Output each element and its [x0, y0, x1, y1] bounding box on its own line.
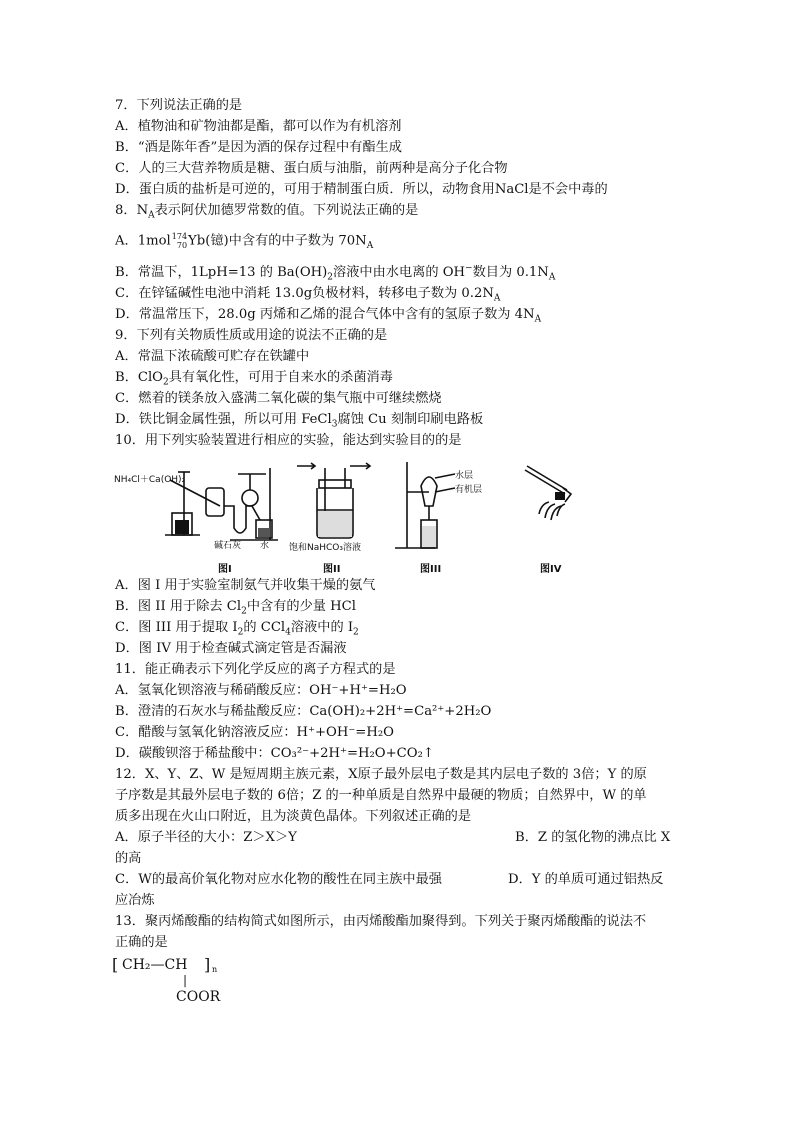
q7-stem: 7．下列说法正确的是 [115, 98, 243, 113]
fig2-caption: 图II [323, 564, 341, 575]
q13-stem-line-1: 13．聚丙烯酸酯的结构简式如图所示，由丙烯酸酯加聚得到。下列关于聚丙烯酸酯的说法不 [115, 914, 647, 929]
q12-stem-line-2: 子序数是其最外层电子数的 6倍；Z 的一种单质是自然界中最硬的物质；自然界中，W 的单 [115, 788, 647, 803]
q11-option-d: D．碳酸钡溶于稀盐酸中：CO₃²⁻+2H⁺=H₂O+CO₂↑ [115, 746, 434, 761]
fig3-organic-layer-label: 有机层 [455, 485, 483, 495]
q8-option-a: A．1mol 174 70 Yb(镱)中含有的中子数为 $70N_A$ [115, 232, 374, 252]
fig3-water-layer-label: 水层 [455, 471, 474, 481]
q12-option-d: D．Y 的单质可通过铝热反 [508, 872, 664, 887]
q10-option-b: B．图 II 用于除去 $Cl_2$中含有的少量 HCl [115, 599, 356, 617]
q12-option-c: C．W的最高价氧化物对应水化物的酸性在同主族中最强 [115, 872, 442, 887]
separatory-funnel-drawing [395, 458, 505, 556]
q9-option-a: A．常温下浓硫酸可贮存在铁罐中 [115, 349, 310, 364]
figure-3 [395, 458, 505, 578]
q10-option-a: A．图 I 用于实验室制氨气并收集干燥的氨气 [115, 578, 376, 593]
fig1-soda-lime-label: 碱石灰 [214, 541, 242, 551]
q8-stem: 8．$N_A$表示阿伏加德罗常数的值。下列说法正确的是 [115, 203, 419, 221]
q7-option-d: D．蛋白质的盐析是可逆的，可用于精制蛋白质．所以，动物食用NaCl是不会中毒的 [115, 182, 608, 197]
fig1-caption: 图I [218, 564, 232, 575]
q11-stem: 11．能正确表示下列化学反应的离子方程式的是 [115, 662, 396, 677]
burette-check-drawing [515, 458, 590, 538]
structure-side-group: COOR [176, 989, 221, 1005]
q10-figures [110, 458, 590, 578]
q13-stem-line-2: 正确的是 [115, 935, 168, 950]
fig3-caption: 图III [420, 564, 442, 575]
structure-bond: | [183, 973, 188, 987]
q10-option-c: C．图 III 用于提取 $I_2$的 CCl$_4$溶液中的 $I_2$ [115, 620, 359, 638]
fig1-water-label: 水 [260, 541, 270, 551]
q9-stem: 9．下列有关物质性质或用途的说法不正确的是 [115, 328, 388, 343]
q9-option-c: C．燃着的镁条放入盛满二氧化碳的集气瓶中可继续燃烧 [115, 391, 442, 406]
q12-option-b-continued: 的高 [115, 851, 142, 866]
fig4-caption: 图IV [540, 564, 562, 575]
q8-option-c: C．在锌锰碱性电池中消耗 13.0g负极材料，转移电子数为 $0.2N_A$ [115, 286, 501, 304]
q12-option-a: A．原子半径的大小：Z＞X＞Y [115, 830, 297, 845]
q8-option-b: B．常温下，1LpH=13 的 $Ba(OH)_2$溶液中由水电离的 OH−数目为 $0.1N_A$ [115, 263, 556, 283]
q10-option-d: D．图 IV 用于检查碱式滴定管是否漏液 [115, 641, 347, 656]
q12-option-d-continued: 应冶炼 [115, 893, 155, 908]
figure-4 [515, 458, 590, 578]
structure-bracket-left: [ [112, 955, 119, 974]
structure-repeat-n: n [212, 965, 218, 974]
q11-option-c: C．醋酸与氢氧化钠溶液反应：H⁺+OH⁻=H₂O [115, 725, 394, 740]
q7-option-c: C．人的三大营养物质是糖、蛋白质与油脂，前两种是高分子化合物 [115, 161, 508, 176]
structure-main-chain: CH₂—CH [122, 957, 188, 973]
fig1-reagent-label: NH₄Cl＋Ca(OH)₂ [114, 475, 186, 485]
gas-washing-bottle-drawing [295, 458, 380, 543]
q7-option-a: A．植物油和矿物油都是酯，都可以作为有机溶剂 [115, 119, 402, 134]
q12-stem-line-3: 质多出现在火山口附近，且为淡黄色晶体。下列叙述正确的是 [115, 809, 472, 824]
fig2-solution-label: 饱和NaHCO₃溶液 [289, 543, 361, 553]
q12-option-b: B．Z 的氢化物的沸点比 X [515, 830, 671, 845]
q9-option-b: B．ClO$_2$具有氧化性，可用于自来水的杀菌消毒 [115, 370, 393, 388]
q8-option-d: D．常温常压下，28.0g 丙烯和乙烯的混合气体中含有的氢原子数为 $4N_A$ [115, 307, 542, 325]
structure-bracket-right: ] [204, 955, 211, 974]
q7-option-b: B．“酒是陈年香”是因为酒的保存过程中有酯生成 [115, 140, 402, 155]
polyacrylate-structure [112, 955, 272, 1015]
q11-option-b: B．澄清的石灰水与稀盐酸反应：Ca(OH)₂+2H⁺=Ca²⁺+2H₂O [115, 704, 492, 719]
figure-2 [289, 458, 380, 578]
q9-option-d: D．铁比铜金属性强，所以可用 FeCl$_3$腐蚀 Cu 刻制印刷电路板 [115, 412, 484, 430]
figure-1 [110, 458, 285, 578]
q11-option-a: A．氢氧化钡溶液与稀硝酸反应：OH⁻+H⁺=H₂O [115, 683, 407, 698]
q12-stem-line-1: 12．X、Y、Z、W 是短周期主族元素，X原子最外层电子数是其内层电子数的 3倍；Y 的原 [115, 767, 647, 782]
q10-stem: 10．用下列实验装置进行相应的实验，能达到实验目的的是 [115, 433, 462, 448]
